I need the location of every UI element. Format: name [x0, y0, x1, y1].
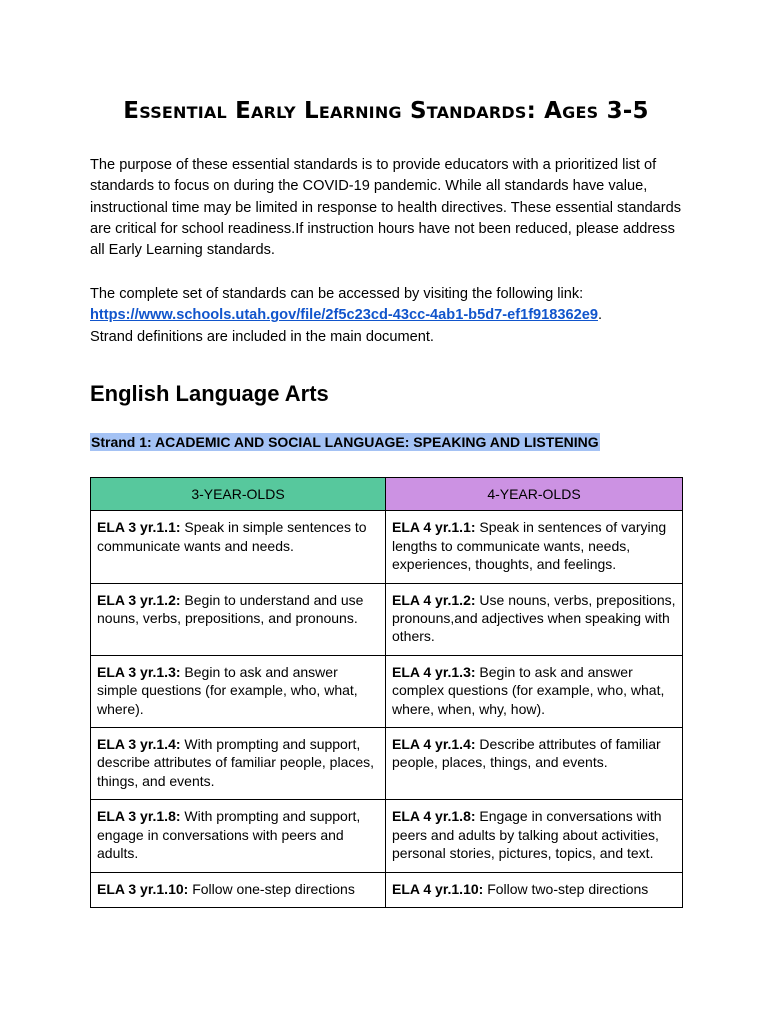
cell-3yr — [91, 583, 386, 655]
standards-table — [90, 477, 683, 908]
cell-4yr — [386, 728, 683, 800]
cell-3yr — [91, 800, 386, 872]
cell-4yr — [386, 511, 683, 583]
standard-text: Describe attributes of familiar people, places, things, and events. — [392, 736, 661, 771]
standard-text: Engage in conversations with peers and adults by talking about activities, personal stories, pictures, topics, and text. — [392, 808, 662, 862]
link-intro-text: The complete set of standards can be accessed by visiting the following link: — [90, 286, 584, 302]
standard-code: ELA 4 yr.1.1: — [392, 519, 476, 536]
standard-text: Begin to understand and use nouns, verbs, prepositions, and pronouns. — [97, 591, 364, 627]
document-title: Essential Early Learning Standards: Ages 3-5 — [123, 98, 649, 124]
standard-code: ELA 4 yr.1.2: — [392, 591, 476, 608]
cell-3yr — [91, 655, 386, 727]
standard-text: Begin to ask and answer complex questions (for example, who, what, where, when, why, how). — [392, 663, 665, 717]
cell-3yr — [91, 511, 386, 583]
standard-text: With prompting and support, engage in conversations with peers and adults. — [97, 808, 361, 862]
standard-code: ELA 4 yr.1.4: — [392, 736, 476, 753]
standard-text: Use nouns, verbs, prepositions, pronouns,and adjectives when speaking with others. — [392, 591, 676, 645]
standard-code: ELA 4 yr.1.10: — [392, 880, 484, 897]
standard-text: With prompting and support, describe attributes of familiar people, places, things, and events. — [97, 736, 375, 789]
link-paragraph — [90, 284, 682, 348]
strand-heading-text: Strand 1: ACADEMIC AND SOCIAL LANGUAGE: SPEAKING AND LISTENING — [91, 434, 599, 450]
cell-4yr — [386, 583, 683, 655]
standard-code: ELA 3 yr.1.3: — [97, 663, 181, 680]
standard-text: Speak in sentences of varying lengths to communicate wants, needs, experiences, thoughts, and feelings. — [392, 519, 667, 573]
table-row — [91, 655, 683, 727]
cell-4yr — [386, 655, 683, 727]
section-heading: English Language Arts — [90, 381, 329, 406]
cell-3yr — [91, 872, 386, 907]
standard-text: Follow one-step directions — [188, 880, 355, 897]
standard-text: Follow two-step directions — [483, 880, 649, 897]
link-period: . — [598, 307, 603, 324]
header-4-year-olds: 4-YEAR-OLDS — [386, 478, 683, 511]
standard-code: ELA 4 yr.1.8: — [392, 808, 476, 825]
cell-4yr — [386, 800, 683, 872]
cell-4yr — [386, 872, 683, 907]
strand-heading — [90, 432, 600, 452]
table-row — [91, 728, 683, 800]
standard-code: ELA 4 yr.1.3: — [392, 663, 476, 680]
standard-code: ELA 3 yr.1.10: — [97, 880, 189, 897]
table-row — [91, 800, 683, 872]
cell-3yr — [91, 728, 386, 800]
standards-link[interactable]: https://www.schools.utah.gov/file/2f5c23cd-43cc-4ab1-b5d7-ef1f918362e9 — [90, 307, 598, 324]
standard-text: Begin to ask and answer simple questions (for example, who, what, where). — [97, 663, 358, 717]
header-3-year-olds: 3-YEAR-OLDS — [91, 478, 386, 511]
table-row — [91, 583, 683, 655]
intro-paragraph: The purpose of these essential standards is to provide educators with a prioritized list of standards to focus on during the COVID-19 pandemic. While all standards have value, instructional time may be limited in response to health directives. These essential standards are critical for school readiness.If instruction hours have not been reduced, please address all Early Learning standards. — [90, 157, 682, 259]
standard-code: ELA 3 yr.1.4: — [97, 736, 181, 753]
standard-code: ELA 3 yr.1.8: — [97, 808, 181, 825]
standard-text: Speak in simple sentences to communicate wants and needs. — [97, 519, 367, 554]
standard-code: ELA 3 yr.1.2: — [97, 591, 181, 608]
table-header-row — [91, 478, 683, 511]
table-row — [91, 872, 683, 907]
standard-code: ELA 3 yr.1.1: — [97, 519, 181, 536]
strand-note-text: Strand definitions are included in the main document. — [90, 328, 434, 345]
table-row — [91, 511, 683, 583]
